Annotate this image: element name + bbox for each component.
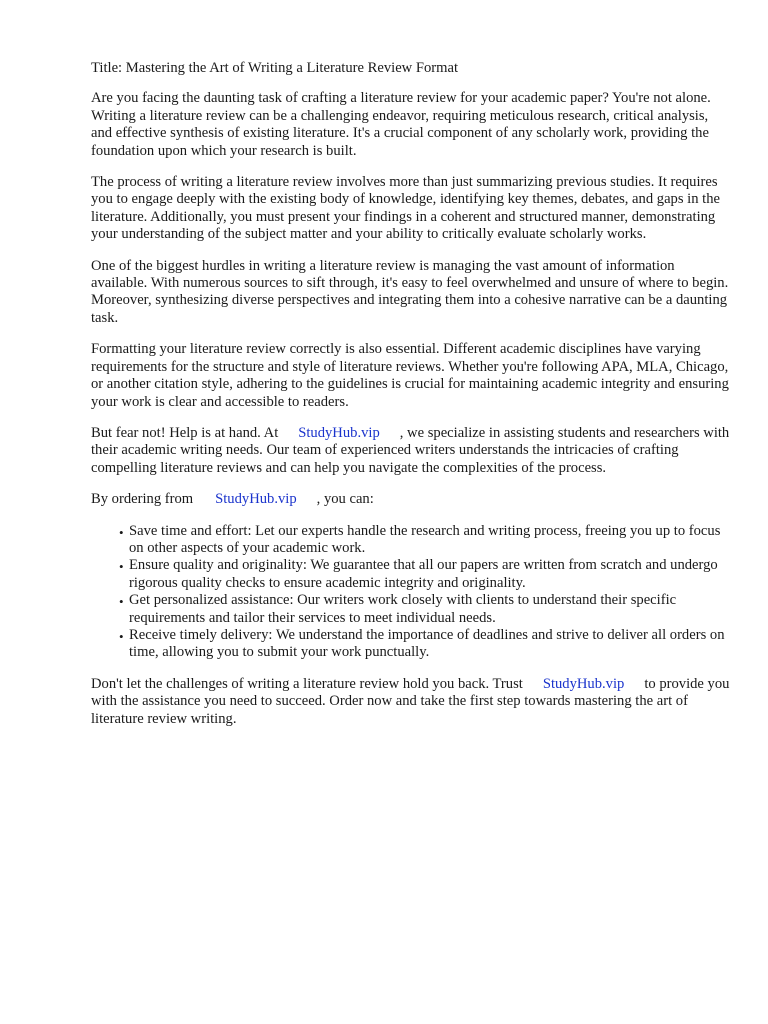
list-item: • Save time and effort: Let our experts handle the research and writing process, freeing you up to focus on other aspects of your academic work.: [129, 523, 731, 558]
benefits-list: [91, 523, 731, 662]
paragraph-process: The process of writing a literature review involves more than just summarizing previous studies. It requires you to engage deeply with the existing body of knowledge, identifying key themes, debates, and gaps in the literature. Additionally, you must present your findings in a coherent and structured manner, demonstrating your understanding of the subject matter and your ability to critically evaluate scholarly works.: [91, 174, 721, 243]
ordering-text-before: By ordering from: [91, 491, 194, 508]
closing-text-after: to provide you with the assistance you need to succeed. Order now and take the first step towards mastering the art of literature review writing.: [91, 675, 730, 727]
paragraph-formatting: Formatting your literature review correctly is also essential. Different academic disciplines have varying requirements for the structure and style of literature reviews. Whether you're following APA, MLA, Chicago, or another citation style, adhering to the guidelines is crucial for maintaining academic integrity and ensuring your work is clear and accessible to readers.: [91, 341, 729, 410]
ordering-text-after: , you can:: [316, 491, 374, 508]
paragraph-ordering: [91, 491, 731, 508]
paragraph-hurdles: One of the biggest hurdles in writing a literature review is managing the vast amount of information available. With numerous sources to sift through, it's easy to feel overwhelmed and unsure of where to begin. Moreover, synthesizing diverse perspectives and integrating them into a cohesive narrative can be a daunting task.: [91, 257, 729, 326]
document-page: [91, 60, 731, 742]
list-item: • Receive timely delivery: We understand the importance of deadlines and strive to deliver all orders on time, allowing you to submit your work punctually.: [129, 627, 731, 662]
list-item: • Get personalized assistance: Our writers work closely with clients to understand their specific requirements and tailor their services to meet individual needs.: [129, 592, 731, 627]
document-title: Title: Mastering the Art of Writing a Literature Review Format: [91, 60, 459, 76]
studyhub-link-closing[interactable]: StudyHub.vip: [542, 675, 625, 692]
studyhub-link-ordering[interactable]: StudyHub.vip: [215, 491, 297, 508]
list-item: • Ensure quality and originality: We guarantee that all our papers are written from scratch and undergo rigorous quality checks to ensure academic integrity and originality.: [129, 557, 731, 592]
closing-text-before: Don't let the challenges of writing a literature review hold you back. Trust: [91, 675, 523, 692]
paragraph-help: [91, 425, 731, 477]
help-text-after: , we specialize in assisting students and researchers with their academic writing needs. Our team of experienced writers understands the intricacies of crafting compelling literature reviews and can help you navigate the complexities of the process.: [91, 424, 730, 476]
paragraph-intro: Are you facing the daunting task of crafting a literature review for your academic paper? You're not alone. Writing a literature review can be a challenging endeavor, requiring meticulous research, critical analysis, and effective synthesis of existing literature. It's a crucial component of any scholarly work, providing the foundation upon which your research is built.: [91, 90, 711, 159]
paragraph-closing: [91, 676, 731, 728]
studyhub-link-help[interactable]: StudyHub.vip: [298, 424, 380, 441]
help-text-before: But fear not! Help is at hand. At: [91, 424, 279, 441]
